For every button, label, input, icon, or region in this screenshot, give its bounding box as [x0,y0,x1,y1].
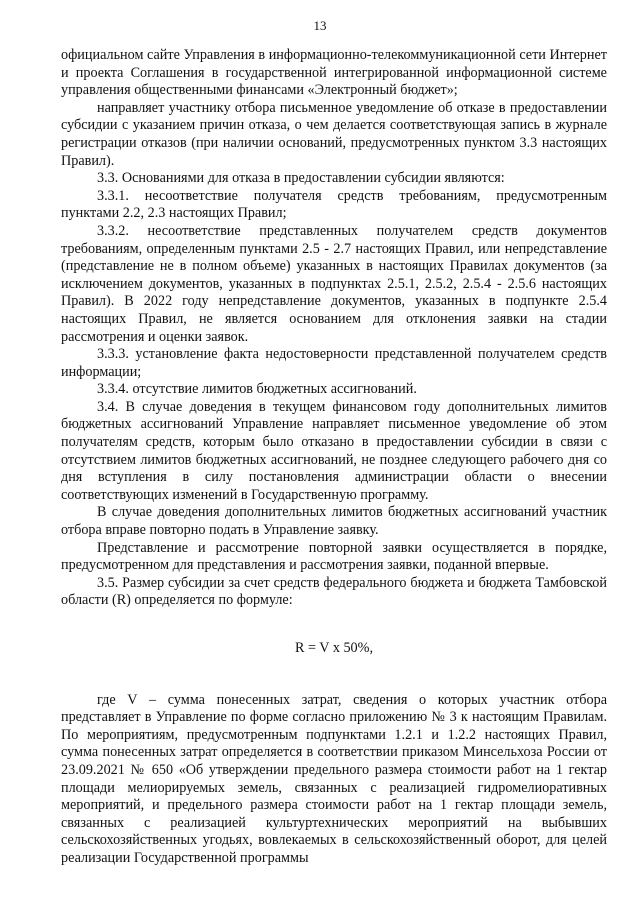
paragraph-continuation: официальном сайте Управления в информационно-телекоммуникационной сети Интернет и проекта Соглашения в государственной интегрированной информационной системе управления общественными финансами «Электронный бюджет»; [61,47,607,99]
paragraph-3-3-2: 3.3.2. несоответствие представленных получателем средств документов требованиям, определенным пунктами 2.5 - 2.7 настоящих Правил, или непредставление (представление не в полном объеме) указанных в настоящих Правилах документов (за исключением документов, указанных в подпунктах 2.5.1, 2.5.2, 2.5.4 - 2.5.6 настоящих Правил). В 2022 году непредставление документов, указанных в подпункте 2.5.4 настоящих Правил, не является основанием для отклонения заявки на стадии рассмотрения и оценки заявок. [61,222,607,345]
paragraph-3-3-3: 3.3.3. установление факта недостоверности представленной получателем средств информации; [61,346,607,380]
paragraph-additional-limits: В случае доведения дополнительных лимитов бюджетных ассигнований участник отбора вправе повторно подать в Управление заявку. [61,504,607,539]
formula: R = V x 50%, [294,640,374,656]
paragraph-repeat-application: Представление и рассмотрение повторной заявки осуществляется в порядке, предусмотренном для представления и рассмотрения заявки, поданной впервые. [61,539,607,574]
paragraph-3-5: 3.5. Размер субсидии за счет средств федерального бюджета и бюджета Тамбовской области (R) определяется по формуле: [61,574,607,609]
paragraph-3-3: 3.3. Основаниями для отказа в предоставлении субсидии являются: [97,170,505,187]
document-body [61,47,607,868]
page-number: 13 [313,18,327,33]
paragraph-formula-explanation: где V – сумма понесенных затрат, сведения о которых участник отбора представляет в Управление по форме согласно приложению № 3 к настоящим Правилам. По мероприятиям, предусмотренным подпунктами 1.2.1 и 1.2.2 настоящих Правил, сумма понесенных затрат определяется в соответствии приказом Минсельхоза России от 23.09.2021 № 650 «Об утверждении предельного размера стоимости работ на 1 гектар площади мелиорируемых земель, связанных с реализацией гидромелиоративных мероприятий, и предельного размера стоимости работ на 1 гектар площади земель, связанных с реализацией культуртехнических мероприятий на выбывших сельскохозяйственных угодьях, вовлекаемых в сельскохозяйственный оборот, для целей реализации Государственной программы [61,691,607,866]
paragraph-3-4: 3.4. В случае доведения в текущем финансовом году дополнительных лимитов бюджетных ассигнований Управление направляет письменное уведомление об этом получателям средств, которым было отказано в предоставлении субсидии в связи с отсутствием лимитов бюджетных ассигнований, не позднее следующего рабочего дня со дня вступления в силу постановления администрации области о внесении соответствующих изменений в Государственную программу. [61,398,607,503]
paragraph-3-3-1: 3.3.1. несоответствие получателя средств требованиям, предусмотренным пунктами 2.2, 2.3 настоящих Правил; [61,187,607,222]
paragraph-notification: направляет участнику отбора письменное уведомление об отказе в предоставлении субсидии с указанием причин отказа, о чем делается соответствующая запись в журнале регистрации отказов (при наличии оснований, предусмотренных пунктом 3.3 настоящих Правил). [61,99,607,169]
paragraph-3-3-4: 3.3.4. отсутствие лимитов бюджетных ассигнований. [97,381,417,398]
